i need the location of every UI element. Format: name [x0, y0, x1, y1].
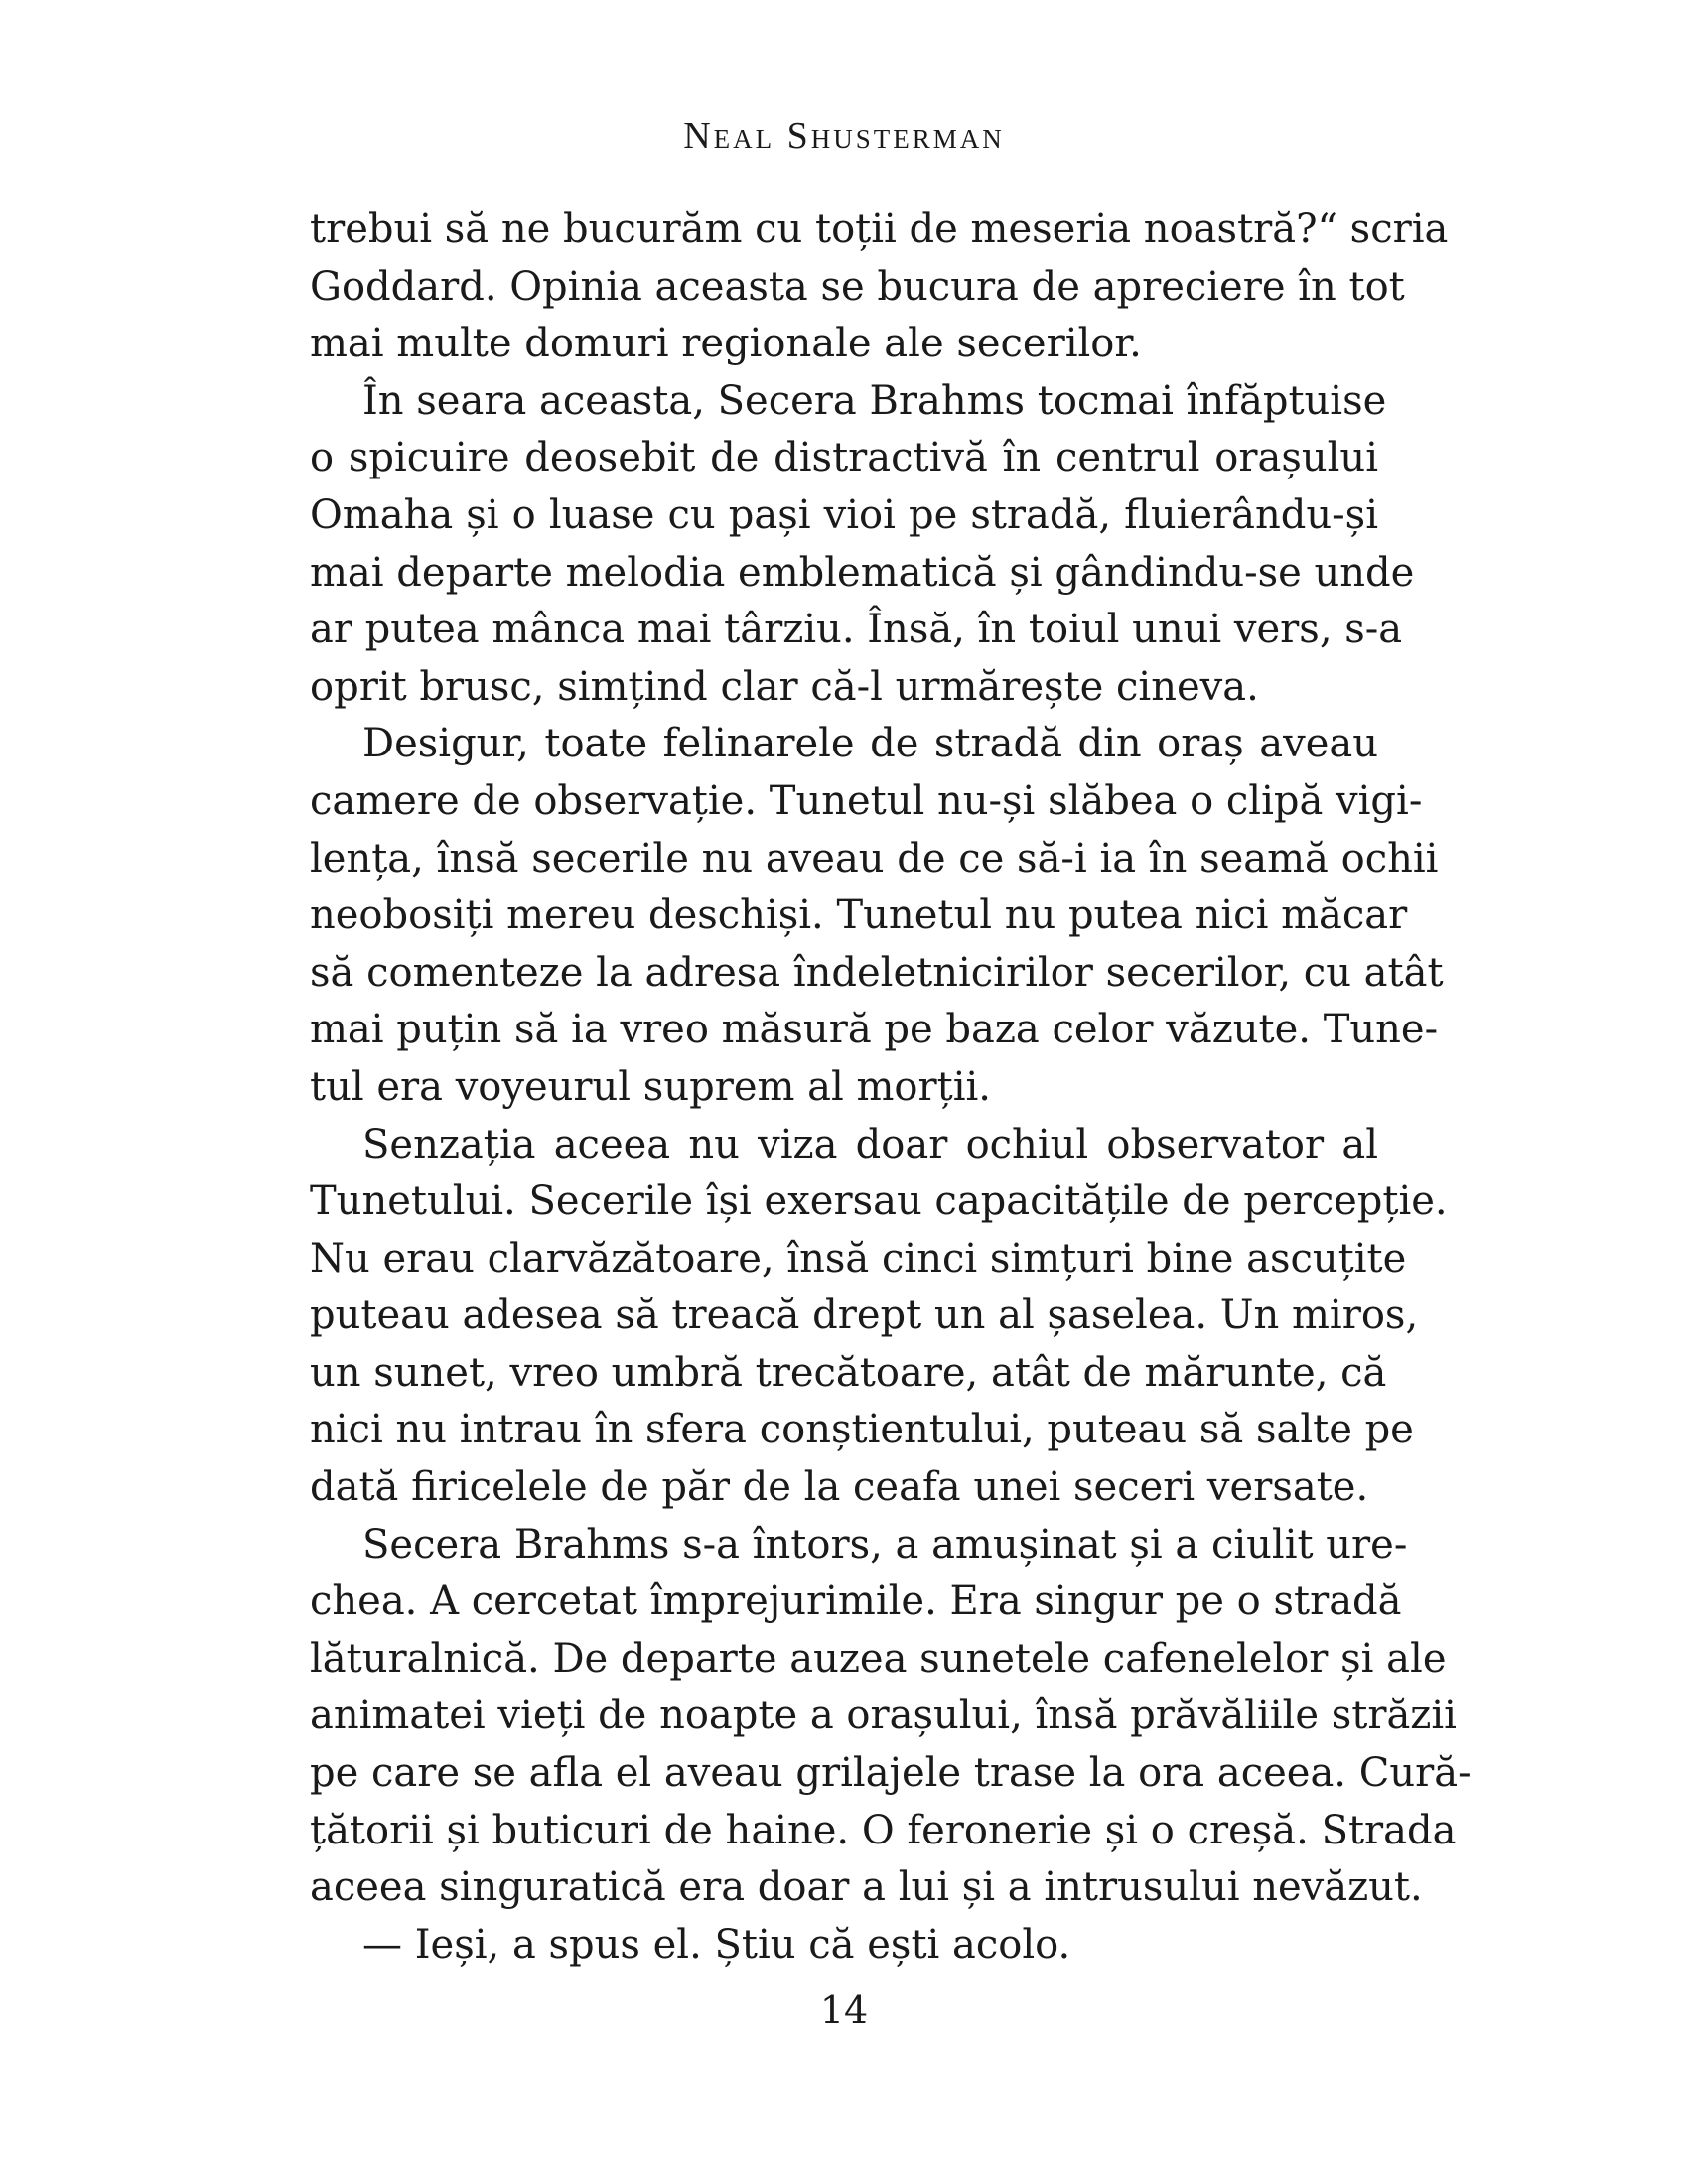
paragraph	[310, 1117, 1448, 1517]
text-line: Secera Brahms s-a întors, a amușinat și a ciulit ure-	[362, 1521, 1408, 1568]
body-text	[310, 202, 1472, 1974]
text-line: aceea singuratică era doar a lui și a intrusului nevăzut.	[310, 1864, 1423, 1911]
paragraph	[310, 1917, 1378, 1975]
text-line: să comenteze la adresa îndeletnicirilor secerilor, cu atât	[310, 949, 1444, 996]
text-line: Omaha și o luase cu pași vioi pe stradă, fluierându-și	[310, 491, 1378, 538]
text-line: camere de observație. Tunetul nu-și slăbea o clipă vigi-	[310, 777, 1423, 824]
text-line: Goddard. Opinia aceasta se bucura de apreciere în tot	[310, 263, 1405, 310]
paragraph	[310, 1517, 1472, 1917]
page-number: 14	[819, 1988, 869, 2032]
running-head: Neal Shusterman	[683, 115, 1005, 157]
paragraph	[310, 716, 1444, 1116]
text-line: mai departe melodia emblematică și gândindu-se unde	[310, 549, 1415, 596]
text-line: puteau adesea să treacă drept un al șaselea. Un miros,	[310, 1293, 1419, 1339]
text-line: Desigur, toate felinarele de stradă din oraș aveau	[362, 721, 1378, 767]
text-line: Tunetului. Secerile își exersau capacitățile de percepție.	[310, 1178, 1448, 1225]
text-line: lăturalnică. De departe auzea sunetele cafenelelor și ale	[310, 1635, 1447, 1682]
text-line: Nu erau clarvăzătoare, însă cinci simțuri bine ascuțite	[310, 1235, 1407, 1282]
text-line: chea. A cercetat împrejurimile. Era singur pe o stradă	[310, 1578, 1402, 1625]
text-line: tul era voyeurul suprem al morții.	[310, 1063, 991, 1110]
text-line: dată firicelele de păr de la ceafa unei seceri versate.	[310, 1464, 1369, 1511]
text-line: — Ieși, a spus el. Știu că ești acolo.	[362, 1921, 1071, 1968]
text-line: Senzația aceea nu viza doar ochiul observator al	[362, 1121, 1378, 1167]
text-line: neobosiți mereu deschiși. Tunetul nu putea nici măcar	[310, 892, 1408, 939]
text-line: ar putea mânca mai târziu. Însă, în toiul unui vers, s-a	[310, 607, 1403, 653]
text-line: lența, însă secerile nu aveau de ce să-i ia în seamă ochii	[310, 835, 1439, 882]
text-line: țătorii și buticuri de haine. O feronerie și o creșă. Strada	[310, 1807, 1457, 1853]
text-line: mai puțin să ia vreo măsură pe baza celor văzute. Tune-	[310, 1007, 1439, 1053]
text-line: oprit brusc, simțind clar că-l urmărește cineva.	[310, 663, 1259, 710]
text-line: mai multe domuri regionale ale secerilor.	[310, 321, 1142, 367]
text-line: un sunet, vreo umbră trecătoare, atât de mărunte, că	[310, 1349, 1387, 1396]
text-line: trebui să ne bucurăm cu toții de meseria noastră?“ scria	[310, 206, 1449, 252]
text-line: nici nu intrau în sfera conștientului, puteau să salte pe	[310, 1407, 1414, 1453]
paragraph	[310, 202, 1449, 373]
text-line: pe care se afla el aveau grilajele trase la ora aceea. Cură-	[310, 1750, 1472, 1797]
paragraph	[310, 373, 1415, 717]
text-line: În seara aceasta, Secera Brahms tocmai înfăptuise	[362, 377, 1387, 424]
text-line: o spicuire deosebit de distractivă în centrul orașului	[310, 435, 1378, 481]
text-line: animatei vieți de noapte a orașului, însă prăvăliile străzii	[310, 1693, 1457, 1739]
